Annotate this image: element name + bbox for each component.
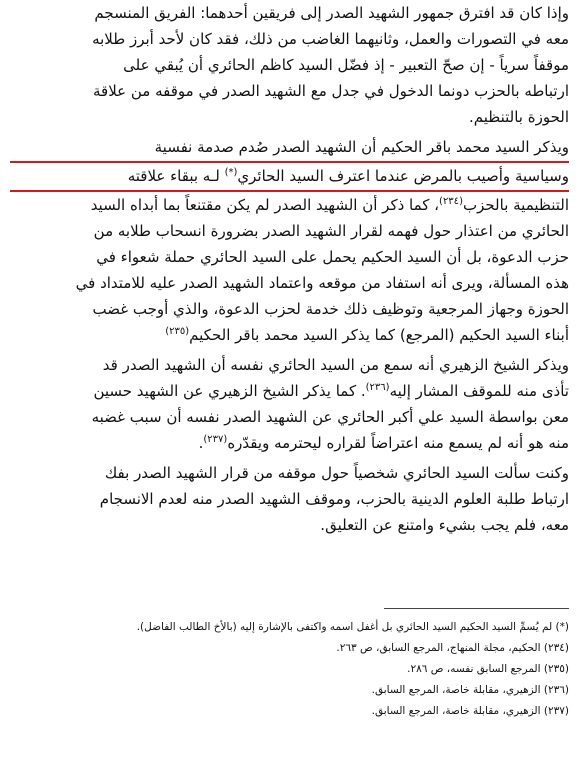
body-text [10, 0, 569, 538]
paragraph-2-line-4: الحائري من اعتذار حول فهمه لقرار الشهيد الصدر بضرورة انسحاب طلابه من [93, 222, 569, 240]
paragraph-2-line-7: الحوزة وجهاز المرجعية وتوظيف ذلك خدمة لحزب الدعوة، والذي أوجب غضب [92, 300, 569, 318]
paragraph-1 [10, 0, 569, 130]
paragraph-2-line-8 [10, 322, 569, 348]
paragraph-3 [10, 352, 569, 456]
paragraph-1-line-2: معه في التصورات والعمل، وثانيهما الغاضب من ذلك، فقد كان لأحد أبرز طلابه [92, 30, 569, 48]
paragraph-3-line-4-text: منه هو أنه لم يسمع منه اعتراضاً لقراره ليحترمه ويقدّره [227, 434, 569, 452]
footnote-ref-234: (٢٣٤) [439, 196, 463, 207]
footnote-ref-star: (*) [224, 167, 238, 178]
paragraph-4-line-2: ارتباط طلبة العلوم الدينية بالحزب، وموقف الشهيد الصدر منه لعدم الانسجام [99, 490, 569, 508]
paragraph-3-line-1: ويذكر الشيخ الزهيري أنه سمع من السيد الحائري نفسه أن الشهيد الصدر قد [102, 356, 569, 374]
paragraph-4-line-1: وكنت سألت السيد الحائري شخصياً حول موقفه من قرار الشهيد الصدر بفك [104, 464, 569, 482]
paragraph-4-line-3: معه، فلم يجب بشيء وامتنع عن التعليق. [320, 516, 569, 534]
paragraph-4 [10, 460, 569, 538]
footnote-ref-235: (٢٣٥) [165, 326, 190, 337]
footnote-235: (٢٣٥) المرجع السابق نفسه، ص ٢٨٦. [407, 663, 569, 675]
paragraph-2-line-2 [10, 163, 569, 192]
footnote-separator [384, 608, 569, 609]
paragraph-3-line-4: منه هو أنه لم يسمع منه اعتراضاً لقراره ليحترمه ويقدّره$^{(٢٣٧)}$. [198, 434, 569, 452]
paragraph-2-line-2-end: لـه ببقاء علاقته [127, 167, 220, 185]
paragraph-2-line-5: حزب الدعوة، بل أن السيد الحكيم يحمل على السيد الحائري حملة شعواء في [96, 248, 569, 266]
footnote-234: (٢٣٤) الحكيم، مجلة المنهاج، المرجع السابق، ص ٢٦٣. [336, 642, 569, 654]
paragraph-2-line-3-end: ، كما ذكر أن الشهيد الصدر لم يكن مقتنعاً بما أبداه السيد [90, 196, 440, 214]
footnote-236: (٢٣٦) الزهيري، مقابلة خاصة، المرجع السابق. [371, 684, 569, 696]
paragraph-3-line-3: معن بواسطة السيد علي أكبر الحائري عن الشهيد الصدر نفسه أن سبب غضبه [91, 408, 569, 426]
paragraph-2-line-1: ويذكر السيد محمد باقر الحكيم أن الشهيد الصدر صُدم صدمة نفسية [10, 134, 569, 163]
paragraph-3-line-2-end: . كما يذكر الشيخ الزهيري عن الشهيد حسين [93, 382, 366, 400]
paragraph-1-line-4: ارتباطه بالحزب دونما الدخول في جدل مع الشهيد الصدر في موقفه من علاقة [92, 82, 569, 100]
footnote-ref-236: (٢٣٦) [365, 382, 390, 393]
footnote-star: (*) لم يُسمِّ السيد الحكيم السيد الحائري بل أغفل اسمه واكتفى بالإشارة إليه (بالأخ الطالب الفاضل). [136, 621, 569, 633]
footnote-ref-237: (٢٣٧) [203, 434, 228, 445]
paragraph-3-line-2 [10, 378, 569, 404]
footnote-237: (٢٣٧) الزهيري، مقابلة خاصة، المرجع السابق. [371, 705, 569, 717]
paragraph-2-line-2-text: وسياسية وأصيب بالمرض عندما اعترف السيد الحائري [237, 167, 569, 185]
paragraph-2-line-6: هذه المسألة، ويرى أنه استفاد من موقعه واعتماد الشهيد الصدر عليه للامتداد في [75, 274, 569, 292]
paragraph-2-line-3-start: التنظيمية بالحزب [462, 196, 569, 214]
paragraph-2 [10, 134, 569, 348]
paragraph-1-line-1: وإذا كان قد افترق جمهور الشهيد الصدر إلى فريقين أحدهما: الفريق المنسجم [94, 4, 569, 22]
paragraph-1-line-5: الحوزة بالتنظيم. [469, 108, 569, 126]
paragraph-1-line-3: موقفاً سرياً - إن صحّ التعبير - إذ فضّل السيد كاظم الحائري أن يُبقي على [123, 56, 569, 74]
footnotes [120, 617, 569, 722]
paragraph-2-line-8-text: أبناء السيد الحكيم (المرجع) كما يذكر السيد محمد باقر الحكيم [189, 326, 569, 344]
paragraph-3-line-2-start: تأذى منه للموقف المشار إليه [389, 382, 569, 400]
paragraph-2-line-3 [10, 192, 569, 218]
